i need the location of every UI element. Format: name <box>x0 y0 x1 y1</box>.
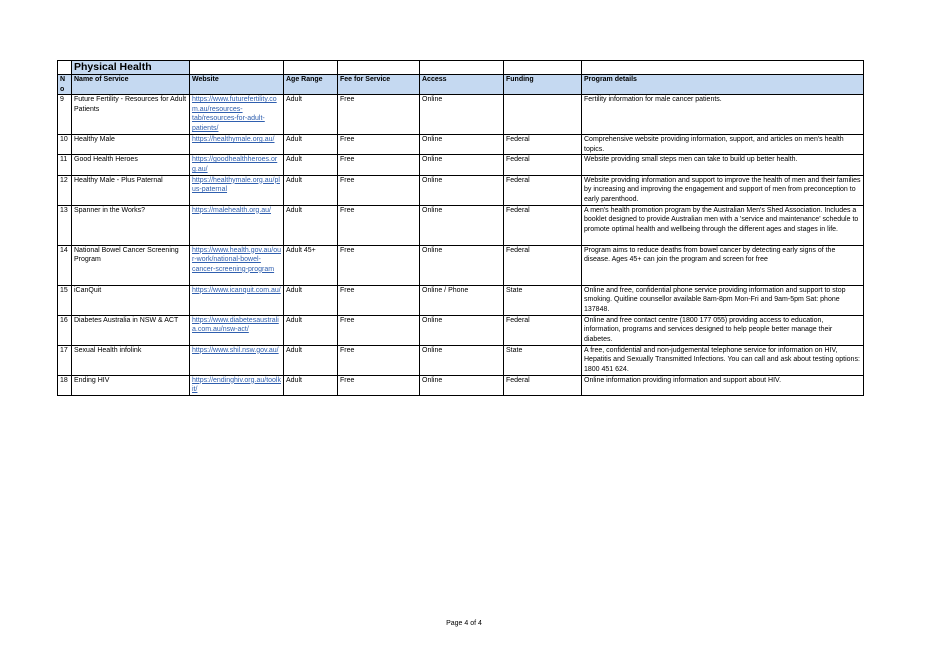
row-fee: Free <box>338 375 420 395</box>
row-website-link[interactable]: https://healthymale.org.au/plus-paternal <box>192 176 280 194</box>
row-fee: Free <box>338 95 420 135</box>
row-name: National Bowel Cancer Screening Program <box>72 245 190 285</box>
table-row <box>58 95 864 135</box>
section-title-row <box>58 61 864 75</box>
row-fee: Free <box>338 345 420 375</box>
row-name: Spanner in the Works? <box>72 205 190 245</box>
blank-cell <box>338 61 420 75</box>
row-no: 12 <box>58 175 72 205</box>
header-access: Access <box>420 75 504 95</box>
header-details: Program details <box>582 75 864 95</box>
header-fee: Fee for Service <box>338 75 420 95</box>
row-funding: Federal <box>504 155 582 175</box>
row-website-link[interactable]: https://www.health.gov.au/our-work/national-bowel-cancer-screening-program <box>192 246 281 273</box>
row-fee: Free <box>338 175 420 205</box>
header-age: Age Range <box>284 75 338 95</box>
row-fee: Free <box>338 285 420 315</box>
row-no: 15 <box>58 285 72 315</box>
header-name: Name of Service <box>72 75 190 95</box>
row-name: Future Fertility - Resources for Adult Patients <box>72 95 190 135</box>
row-funding: Federal <box>504 315 582 345</box>
row-funding: Federal <box>504 245 582 285</box>
row-fee: Free <box>338 135 420 155</box>
blank-cell <box>420 61 504 75</box>
row-age: Adult <box>284 315 338 345</box>
table-row <box>58 285 864 315</box>
table-row <box>58 205 864 245</box>
row-name: Ending HIV <box>72 375 190 395</box>
table-row <box>58 155 864 175</box>
row-access: Online <box>420 175 504 205</box>
table-row <box>58 315 864 345</box>
row-website-link[interactable]: https://www.icanquit.com.au/ <box>192 286 281 294</box>
blank-cell <box>190 61 284 75</box>
services-table <box>57 60 864 396</box>
row-funding: State <box>504 285 582 315</box>
row-name: iCanQuit <box>72 285 190 315</box>
row-age: Adult <box>284 285 338 315</box>
row-age: Adult <box>284 175 338 205</box>
row-access: Online / Phone <box>420 285 504 315</box>
table-row <box>58 135 864 155</box>
blank-cell <box>582 61 864 75</box>
row-fee: Free <box>338 315 420 345</box>
row-access: Online <box>420 135 504 155</box>
table-row <box>58 345 864 375</box>
row-website-cell <box>190 285 284 315</box>
row-website-cell <box>190 315 284 345</box>
row-details: Online information providing information and support about HIV. <box>582 375 864 395</box>
row-name: Sexual Health infolink <box>72 345 190 375</box>
row-name: Diabetes Australia in NSW & ACT <box>72 315 190 345</box>
header-funding: Funding <box>504 75 582 95</box>
row-no: 11 <box>58 155 72 175</box>
blank-cell <box>58 61 72 75</box>
row-website-cell <box>190 175 284 205</box>
row-access: Online <box>420 205 504 245</box>
row-website-link[interactable]: https://www.futurefertility.com.au/resources-tab/resources-for-adult-patients/ <box>192 96 277 132</box>
row-name: Healthy Male <box>72 135 190 155</box>
row-access: Online <box>420 375 504 395</box>
row-website-cell <box>190 345 284 375</box>
row-age: Adult <box>284 95 338 135</box>
row-website-link[interactable]: https://healthymale.org.au/ <box>192 136 275 144</box>
row-website-link[interactable]: https://goodhealthheroes.org.au/ <box>192 156 278 173</box>
row-fee: Free <box>338 155 420 175</box>
row-no: 14 <box>58 245 72 285</box>
table-row <box>58 175 864 205</box>
row-details: Program aims to reduce deaths from bowel cancer by detecting early signs of the disease. Ages 45+ can join the program and screen for free <box>582 245 864 285</box>
row-website-cell <box>190 135 284 155</box>
row-details: Online and free, confidential phone service providing information and support to stop smoking. Quitline counsellor available 8am-8pm Mon-Fri and 9am-5pm Sat: phone 137848. <box>582 285 864 315</box>
row-access: Online <box>420 245 504 285</box>
row-website-cell <box>190 205 284 245</box>
row-age: Adult 45+ <box>284 245 338 285</box>
row-funding: State <box>504 345 582 375</box>
row-website-link[interactable]: https://malehealth.org.au/ <box>192 206 271 214</box>
row-access: Online <box>420 345 504 375</box>
row-funding: Federal <box>504 375 582 395</box>
row-no: 16 <box>58 315 72 345</box>
row-no: 17 <box>58 345 72 375</box>
header-no: No <box>58 75 72 95</box>
row-details: A men's health promotion program by the Australian Men's Shed Association. Includes a booklet designed to provide Australian men with a 'service and maintenance' schedule to promote optimal health and wellbeing through the different ages and stages in life. <box>582 205 864 245</box>
blank-cell <box>504 61 582 75</box>
row-details: Fertility information for male cancer patients. <box>582 95 864 135</box>
row-website-link[interactable]: https://www.shil.nsw.gov.au/ <box>192 346 279 354</box>
header-row <box>58 75 864 95</box>
row-age: Adult <box>284 155 338 175</box>
row-funding: Federal <box>504 135 582 155</box>
row-access: Online <box>420 155 504 175</box>
row-funding <box>504 95 582 135</box>
row-funding: Federal <box>504 175 582 205</box>
row-fee: Free <box>338 245 420 285</box>
row-website-link[interactable]: https://www.diabetesaustralia.com.au/nsw-act/ <box>192 316 279 334</box>
row-access: Online <box>420 315 504 345</box>
page-number: Page 4 of 4 <box>446 620 482 627</box>
row-name: Good Health Heroes <box>72 155 190 175</box>
table-row <box>58 375 864 395</box>
row-age: Adult <box>284 345 338 375</box>
row-age: Adult <box>284 375 338 395</box>
row-age: Adult <box>284 135 338 155</box>
row-no: 9 <box>58 95 72 135</box>
row-fee: Free <box>338 205 420 245</box>
header-website: Website <box>190 75 284 95</box>
row-website-cell <box>190 245 284 285</box>
row-no: 18 <box>58 375 72 395</box>
row-website-link[interactable]: https://endinghiv.org.au/toolkit/ <box>192 376 281 394</box>
row-details: Website providing information and support to improve the health of men and their families by increasing and improving the engagement and support of men from preconception to early parenthood. <box>582 175 864 205</box>
services-sheet <box>57 60 863 396</box>
row-website-cell <box>190 375 284 395</box>
row-details: Comprehensive website providing information, support, and articles on men's health topics. <box>582 135 864 155</box>
row-access: Online <box>420 95 504 135</box>
blank-cell <box>284 61 338 75</box>
row-no: 10 <box>58 135 72 155</box>
row-details: Online and free contact centre (1800 177 055) providing access to education, information, programs and services designed to help people better manage their diabetes. <box>582 315 864 345</box>
row-name: Healthy Male - Plus Paternal <box>72 175 190 205</box>
row-website-cell <box>190 155 284 175</box>
table-row <box>58 245 864 285</box>
row-funding: Federal <box>504 205 582 245</box>
section-title: Physical Health <box>72 61 190 75</box>
row-no: 13 <box>58 205 72 245</box>
row-website-cell <box>190 95 284 135</box>
row-age: Adult <box>284 205 338 245</box>
row-details: Website providing small steps men can take to build up better health. <box>582 155 864 175</box>
row-details: A free, confidential and non-judgemental telephone service for information on HIV, Hepatitis and Sexually Transmitted Infections. You can call and ask about testing options: 1800 451 624. <box>582 345 864 375</box>
